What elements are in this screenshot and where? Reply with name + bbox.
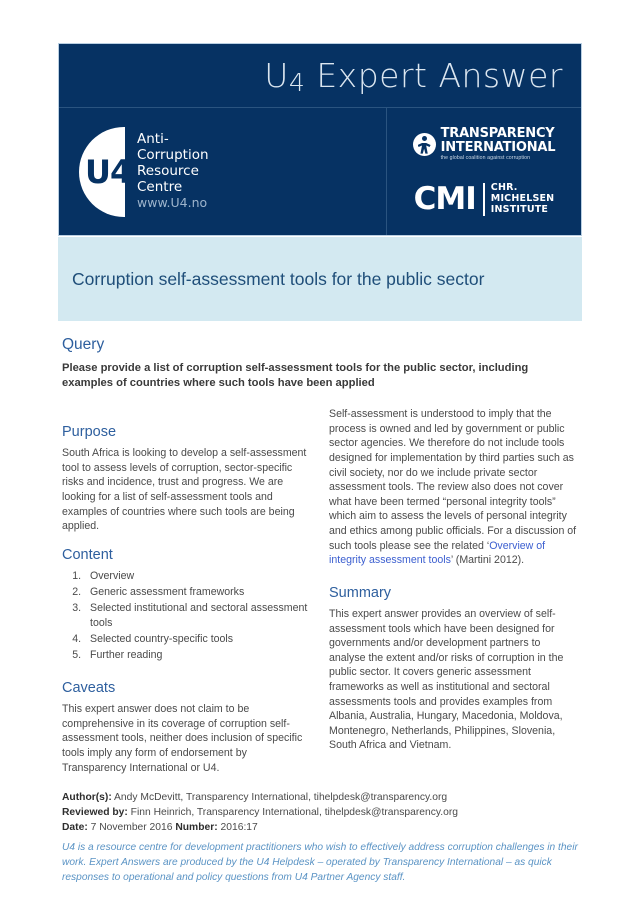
u4-wordmark-line2: Corruption	[137, 146, 209, 163]
u4-wordmark-line1: Anti-	[137, 130, 169, 147]
reviewer-label: Reviewed by:	[62, 807, 128, 819]
transparency-international-logo	[413, 127, 556, 161]
document-body	[62, 336, 580, 788]
masthead-title-bar	[59, 44, 581, 108]
content-list	[62, 569, 312, 663]
date-number-line	[62, 820, 580, 835]
brand-title	[264, 56, 563, 95]
number-value: 2016:17	[217, 822, 258, 834]
u4-wordmark	[137, 132, 209, 211]
transparency-international-icon	[413, 133, 436, 156]
document-title-band	[58, 237, 582, 321]
intro-paragraph	[329, 407, 579, 568]
date-label: Date:	[62, 822, 88, 834]
u4-wordmark-line4: Centre	[137, 178, 183, 195]
intro-part1: Self-assessment is understood to imply that the process is owned and led by government or public sector agencies. We therefore do not include tools designed for implementation by third parties such as civil society, nor do we include private sector assessment tools. The review also does not cover what have been termed “personal integrity tools” which aim to assess the levels of personal integrity and ethics among public officials. For a discussion of such tools please see the related ‘	[329, 408, 577, 552]
integrity-assessment-tools-link[interactable]: Overview of integrity assessment tools	[329, 539, 546, 567]
list-item: 5. Further reading	[84, 648, 312, 663]
footer-note: U4 is a resource centre for development practitioners who wish to effectively address corruption challenges in their work. Expert Answers are produced by the U4 Helpdesk – operated by Transparency International – as quick responses to operational and policy questions from U4 Partner Agency staff.	[62, 842, 578, 883]
ti-wordmark-line1: TRANSPARENCY	[440, 126, 555, 142]
masthead	[58, 43, 582, 236]
u4-logo	[59, 108, 387, 235]
reviewer-value: Finn Heinrich, Transparency International, tihelpdesk@transparency.org	[127, 807, 459, 819]
author-label: Author(s):	[62, 792, 112, 803]
page-title: Corruption self-assessment tools for the public sector	[72, 268, 485, 289]
purpose-heading: Purpose	[62, 424, 117, 441]
list-item: 2. Generic assessment frameworks	[84, 585, 312, 600]
list-item: 3. Selected institutional and sectoral assessment tools	[84, 601, 312, 631]
u4-emblem-label: U4	[85, 152, 132, 191]
brand-title-u: U	[264, 56, 289, 95]
ti-wordmark	[441, 127, 556, 161]
cmi-wordmark-line2: MICHELSEN	[490, 193, 555, 205]
content-heading: Content	[62, 546, 113, 563]
date-value: 7 November 2016	[87, 822, 176, 834]
purpose-text: South Africa is looking to develop a self-assessment tool to assess levels of corruption, sector-specific risks and incidence, trust and progress. We are looking for a list of self-assessment tools and examples of countries where such tools are being applied.	[62, 447, 307, 533]
author-line	[62, 790, 580, 805]
ti-tagline: the global coalition against corruption	[440, 155, 531, 162]
two-column-layout	[62, 407, 580, 788]
query-heading: Query	[62, 336, 105, 353]
partner-logos	[387, 108, 581, 235]
brand-title-rest: Expert Answer	[305, 56, 563, 95]
caveats-heading: Caveats	[62, 680, 116, 697]
left-column	[62, 407, 312, 788]
footer-metadata	[62, 790, 580, 836]
cmi-mark-label: CMI	[413, 181, 476, 218]
cmi-logo	[414, 183, 555, 216]
summary-text: This expert answer provides an overview of self-assessment tools which have been designed for governments and/or development partners to analyse the extent and/or risks of corruption in the public sector. It covers generic assessment frameworks as well as institutional and sectoral assessments tools and provides examples from Albania, Australia, Hungary, Macedonia, Moldova, Montenegro, Netherlands, Philippines, Slovenia, South Africa and Vietnam.	[329, 607, 564, 752]
cmi-wordmark-line3: INSTITUTE	[490, 204, 549, 216]
list-item: 1. Overview	[84, 569, 312, 584]
reviewer-line	[62, 805, 580, 820]
intro-part2: ’ (Martini 2012).	[450, 554, 525, 567]
u4-emblem-icon	[79, 127, 132, 217]
u4-website-url: www.U4.no	[137, 195, 208, 211]
brand-title-4: 4	[288, 68, 306, 97]
logo-row	[59, 108, 581, 235]
author-value: Andy McDevitt, Transparency International, tihelpdesk@transparency.org	[111, 792, 448, 803]
right-column	[329, 407, 579, 788]
query-text: Please provide a list of corruption self-assessment tools for the public sector, including examples of countries where such tools have been applied	[62, 362, 529, 390]
caveats-text: This expert answer does not claim to be comprehensive in its coverage of corruption self-assessment tools, neither does inclusion of specific tools imply any form of endorsement by Transparency International or U4.	[62, 703, 303, 774]
u4-wordmark-line3: Resource	[137, 162, 199, 179]
number-label: Number:	[175, 822, 218, 834]
cmi-wordmark	[483, 183, 555, 216]
ti-wordmark-line2: INTERNATIONAL	[440, 140, 556, 156]
list-item: 4. Selected country-specific tools	[84, 632, 312, 647]
summary-heading: Summary	[329, 584, 392, 601]
cmi-wordmark-line1: CHR.	[490, 182, 518, 194]
